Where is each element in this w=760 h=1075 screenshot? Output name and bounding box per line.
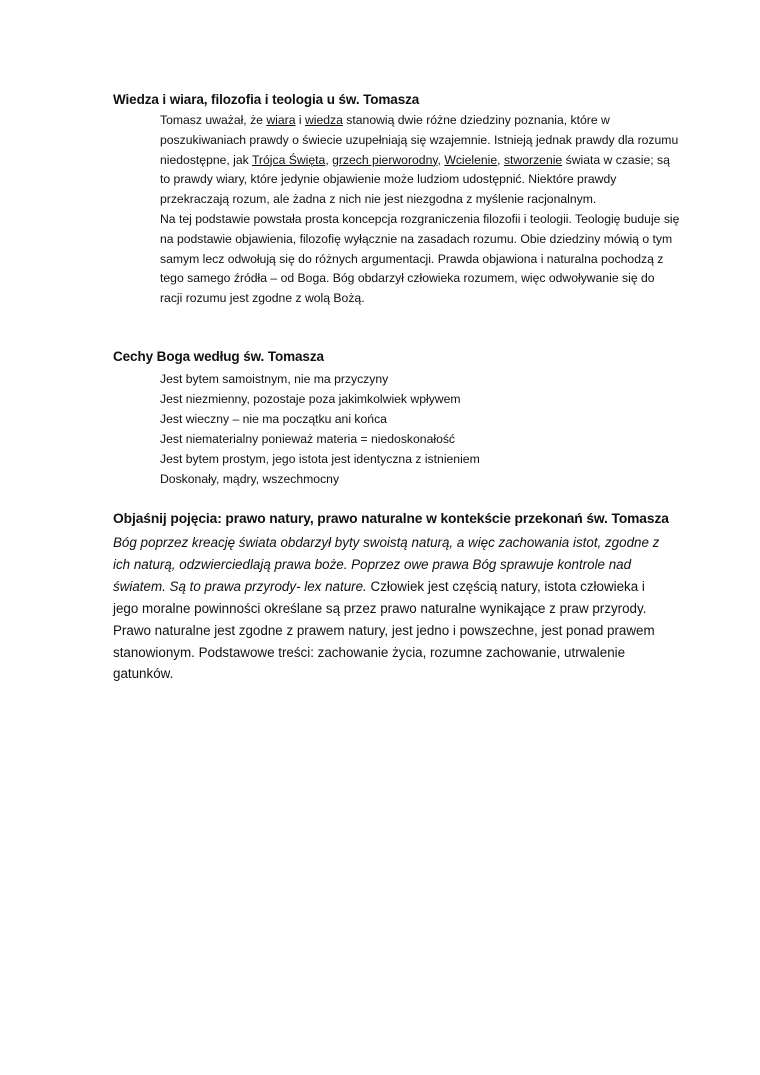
text-span: , [325,152,333,167]
section-body-wiedza-wiara [160,111,680,309]
normal-text: Człowiek jest częścią natury, istota człowieka i jego moralne powinności określane są przez prawo naturalne wynikające z praw przyrody. Prawo naturalne jest zgodne z prawem natury, jest jedno i powszechne, jest ponad prawem stanowionym. Podstawowe treści: zachowanie życia, rozumne zachowanie, utrwalenie gatunków. [113,578,655,682]
text-span: i [295,113,305,127]
list-item: Jest niematerialny ponieważ materia = niedoskonałość [160,431,456,446]
section-heading-wiedza-wiara: Wiedza i wiara, filozofia i teologia u św. Tomasza [113,92,420,107]
link-trojca-swieta[interactable]: Trójca Święta [251,152,326,167]
list-item: Jest niezmienny, pozostaje poza jakimkolwiek wpływem [160,391,461,406]
paragraph-wiedza-wiara-1 [160,111,680,210]
italic-text: Bóg poprzez kreację świata obdarzył byty swoistą naturą, a więc zachowania istot, zgodne z ich naturą, odzwierciedlają prawa boże. Poprzez owe prawa Bóg sprawuje kontrole nad światem. Są to prawa przyrody- lex nature. [113,535,660,594]
text-span: , [437,152,445,167]
list-item: Jest bytem prostym, jego istota jest identyczna z istnieniem [160,451,480,466]
link-wiara[interactable]: wiara [266,113,296,127]
text-span: Tomasz uważał, że [160,113,267,127]
text-span: , [497,152,504,167]
text-span: stanowią dwie różne dziedziny poznania, które w poszukiwaniach prawdy o świecie uzupełniają się wzajemnie. Istnieją jednak prawdy dla rozumu niedostępne, jak [160,113,679,167]
list-item: Jest bytem samoistnym, nie ma przyczyny [160,372,389,386]
link-wcielenie[interactable]: Wcielenie [444,152,498,167]
list-item: Jest wieczny – nie ma początku ani końca [160,411,387,426]
text-span: świata w czasie; są to prawdy wiary, które jedynie objawienie może ludziom udostępnić. Niektóre prawdy przekraczają rozum, ale żadna z nich nie jest niezgodna z myślenie racjonalnym. [160,152,670,207]
section-heading-cechy-boga: Cechy Boga według św. Tomasza [113,349,324,364]
link-wiedza[interactable]: wiedza [304,113,343,127]
cechy-boga-list [160,370,660,489]
list-item: Doskonały, mądry, wszechmocny [160,471,340,486]
paragraph-wiedza-wiara-2: Na tej podstawie powstała prosta koncepcja rozgraniczenia filozofii i teologii. Teologię buduje się na podstawie objawienia, filozofię wyłącznie na zasadach rozumu. Obie dziedziny mówią o tym samym lecz odwołują się do różnych argumentacji. Prawda objawiona i naturalna pochodzą z tego samego źródła – od Boga. Bóg obdarzył człowieka rozumem, więc odwoływanie się do racji rozumu jest zgodne z wolą Bożą. [160,211,680,306]
link-grzech-pierworodny[interactable]: grzech pierworodny [332,152,438,167]
link-stworzenie[interactable]: stworzenie [503,152,563,167]
section-body-prawo-natury [113,532,673,685]
section-heading-prawo-natury: Objaśnij pojęcia: prawo natury, prawo naturalne w kontekście przekonań św. Tomasza [113,511,669,526]
